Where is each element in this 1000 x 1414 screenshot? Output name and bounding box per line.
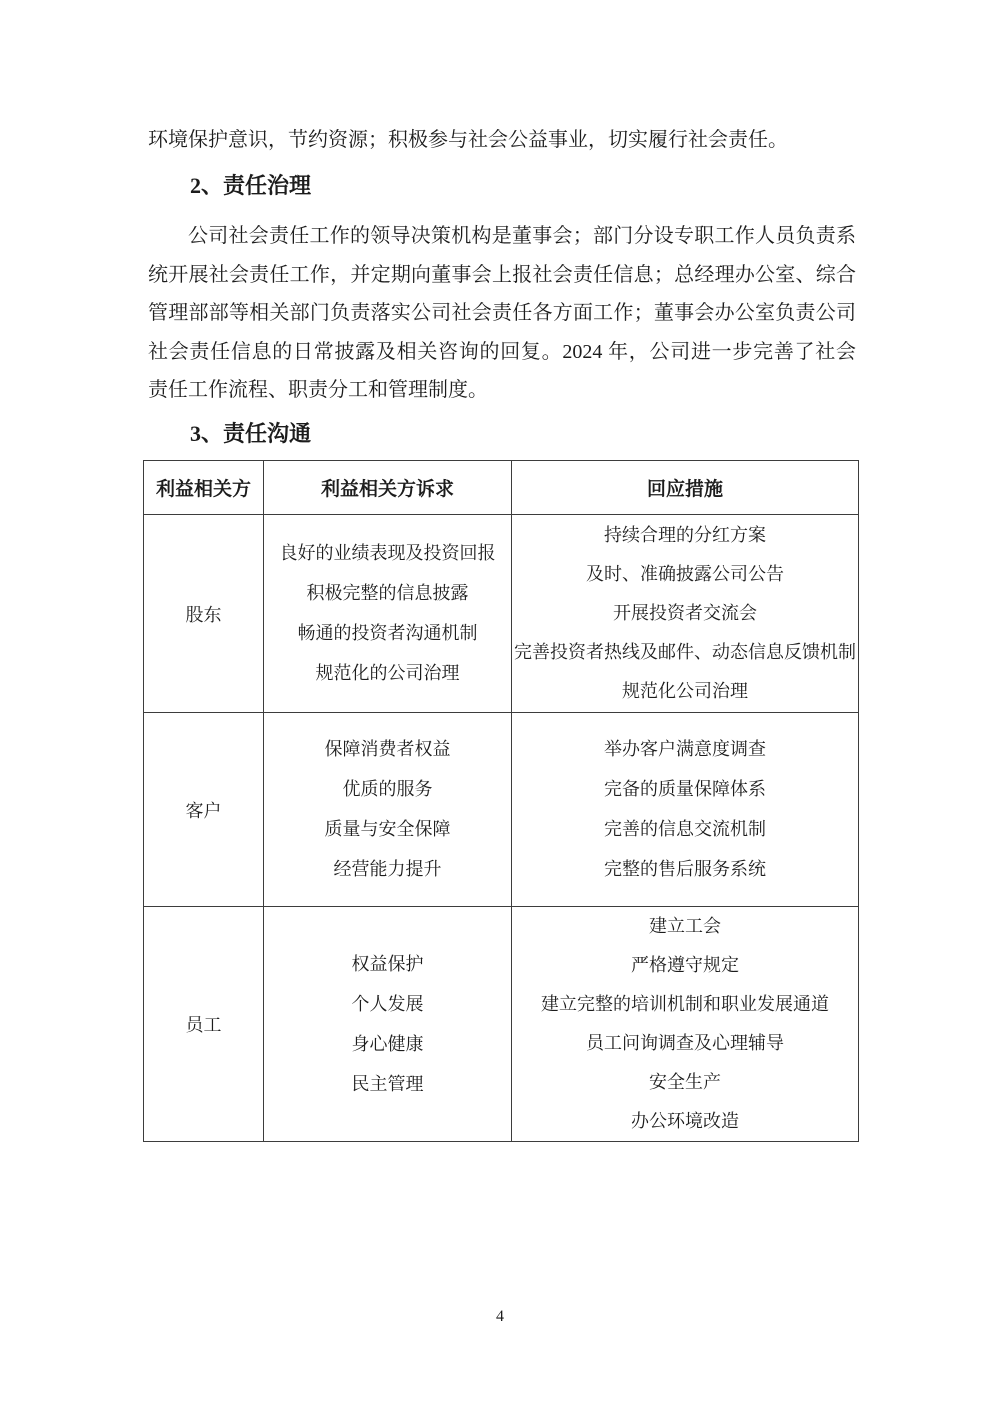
responses-cell <box>512 515 859 713</box>
response-item: 完整的售后服务系统 <box>604 859 766 879</box>
paragraph-line: 责任工作流程、职责分工和管理制度。 <box>148 379 488 401</box>
response-item: 完善的信息交流机制 <box>604 819 766 839</box>
response-item: 建立工会 <box>649 916 721 936</box>
demand-item: 质量与安全保障 <box>324 819 451 839</box>
demand-item: 身心健康 <box>351 1033 424 1054</box>
response-item: 办公环境改造 <box>631 1111 739 1131</box>
demands-cell <box>264 515 512 713</box>
response-item: 规范化公司治理 <box>622 681 748 701</box>
demand-item: 规范化的公司治理 <box>315 663 460 683</box>
responses-cell <box>512 713 859 907</box>
responses-cell <box>512 907 859 1142</box>
section-heading-3: 3、责任沟通 <box>190 421 312 446</box>
response-item: 严格遵守规定 <box>631 955 739 975</box>
table-header-row <box>144 461 859 515</box>
response-item: 安全生产 <box>649 1072 721 1092</box>
stakeholder-cell: 客户 <box>144 713 264 907</box>
header-stakeholder: 利益相关方 <box>144 461 264 515</box>
response-item: 持续合理的分红方案 <box>604 525 766 545</box>
response-item: 开展投资者交流会 <box>613 603 757 623</box>
page-number: 4 <box>496 1308 504 1325</box>
response-item: 建立完整的培训机制和职业发展通道 <box>541 994 829 1014</box>
demand-item: 个人发展 <box>351 993 424 1014</box>
demand-item: 积极完整的信息披露 <box>306 583 469 603</box>
header-demands: 利益相关方诉求 <box>264 461 512 515</box>
stakeholder-table <box>143 460 859 1142</box>
intro-paragraph-line: 环境保护意识，节约资源；积极参与社会公益事业，切实履行社会责任。 <box>148 129 788 151</box>
demand-item: 保障消费者权益 <box>324 739 451 759</box>
paragraph-line: 社会责任信息的日常披露及相关咨询的回复。2024 年，公司进一步完善了社会 <box>148 340 856 363</box>
response-item: 员工问询调查及心理辅导 <box>586 1033 784 1053</box>
demand-item: 畅通的投资者沟通机制 <box>297 623 478 643</box>
response-item: 举办客户满意度调查 <box>604 739 766 759</box>
table-row-employees <box>144 907 859 1142</box>
section-heading-2: 2、责任治理 <box>190 173 312 198</box>
demand-item: 良好的业绩表现及投资回报 <box>279 543 496 563</box>
paragraph-line: 统开展社会责任工作，并定期向董事会上报社会责任信息；总经理办公室、综合 <box>148 263 856 286</box>
table-row-shareholders <box>144 515 859 713</box>
header-responses: 回应措施 <box>512 461 859 515</box>
table-row-customers <box>144 713 859 907</box>
section-2-paragraph <box>148 217 856 410</box>
stakeholder-cell: 员工 <box>144 907 264 1142</box>
response-item: 及时、准确披露公司公告 <box>586 564 784 584</box>
demands-cell <box>264 713 512 907</box>
demand-item: 权益保护 <box>351 953 424 974</box>
response-item: 完备的质量保障体系 <box>604 779 766 799</box>
paragraph-line: 公司社会责任工作的领导决策机构是董事会；部门分设专职工作人员负责系 <box>188 225 856 247</box>
paragraph-line: 管理部部等相关部门负责落实公司社会责任各方面工作；董事会办公室负责公司 <box>148 302 856 324</box>
demands-cell <box>264 907 512 1142</box>
stakeholder-cell: 股东 <box>144 515 264 713</box>
demand-item: 民主管理 <box>351 1073 424 1094</box>
demand-item: 经营能力提升 <box>333 859 442 879</box>
demand-item: 优质的服务 <box>342 779 433 799</box>
response-item: 完善投资者热线及邮件、动态信息反馈机制 <box>514 642 856 662</box>
